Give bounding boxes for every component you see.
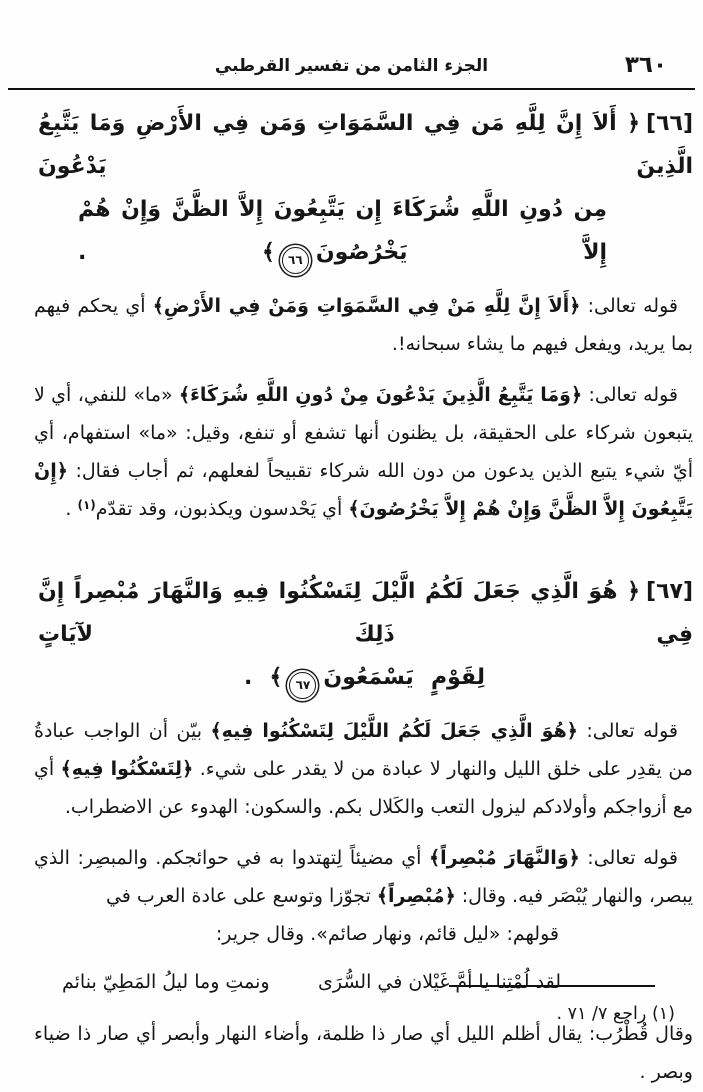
poetry-hemistich-left: ونمتِ وما ليلُ المَطِيّ بنائم (62, 971, 270, 993)
qawluhu-intro: قوله تعالى: (577, 720, 678, 742)
header-title: الجزء الثامن من تفسير القرطبي (214, 56, 489, 76)
ornate-close-bracket: ﴾ (269, 665, 283, 690)
verse-number-medallion-66: ٦٦ (282, 247, 309, 274)
tafsir-paragraph-5: وقال قُطْرُب: يقال أظلم الليل أي صار ذا ظلمة، وأضاء النهار وأبصر أي صار ذا ضياء وبصر . (34, 1023, 693, 1083)
verse-67-line-1 (38, 570, 693, 656)
poetry-hemistich-right: لقد لُمْتِنا يا أمَّ غَيْلان في السُّرَى (317, 971, 561, 993)
verse-end-period: . (78, 240, 87, 265)
commentary-text: تجوّزا وتوسع على عادة العرب في (105, 885, 377, 907)
verse-67-line-2 (244, 656, 485, 699)
poetry-couplet (62, 962, 561, 1002)
verse-66-ref: [٦٦] (646, 111, 693, 136)
verse-67-ref: [٦٧] (646, 579, 693, 604)
quran-verse-67-block (34, 570, 693, 699)
verse-number-medallion-67: ٦٧ (289, 672, 316, 699)
quran-quote: ﴿لِتَسْكُنُوا فِيهِ﴾ (60, 758, 194, 780)
header-divider (8, 88, 695, 90)
quran-quote: ﴿وَمَا يَتَّبِعُ الَّذِينَ يَدْعُونَ مِنْ دُونِ اللَّهِ شُرَكَاءَ﴾ (179, 384, 583, 406)
commentary-text: أي يَحْدسون ويكذبون، وقد تقدّم (95, 498, 349, 520)
footnote-text: راجع ٧/ ٧١ . (556, 1004, 652, 1024)
verse-67-text-1: ﴿ هُوَ الَّذِي جَعَلَ لَكُمُ الَّيْلَ لِتَسْكُنُوا فِيهِ وَالنَّهَارَ مُبْصِراً إِنَّ فِي ذَلِكَ لآيَاتٍ (38, 579, 693, 647)
verse-end-period: . (244, 665, 253, 690)
footnote-marker: (١) (651, 1004, 675, 1024)
verse-66-text-1: ﴿ أَلاَ إِنَّ لِلَّهِ مَن فِي السَّمَوَاتِ وَمَن فِي الأَرْضِ وَمَا يَتَّبِعُ الَّذِينَ يَدْعُونَ (38, 111, 693, 179)
verse-66-text-2: مِن دُونِ اللَّهِ شُرَكَاءَ إِن يَتَّبِعُونَ إِلاَّ الظَّنَّ وَإِنْ هُمْ إِلاَّ يَخْرُصُونَ (78, 197, 607, 265)
verse-67-text-2: لِقَوْمٍ يَسْمَعُونَ (323, 665, 485, 690)
quran-quote: ﴿أَلاَ إِنَّ لِلَّهِ مَنْ فِي السَّمَوَاتِ وَمَنْ فِي الأَرْضِ﴾ (152, 295, 581, 317)
page-body (0, 88, 703, 1091)
quran-quote: ﴿هُوَ الَّذِي جَعَلَ لَكُمُ اللَّيْلَ لِتَسْكُنُوا فِيهِ﴾ (210, 720, 578, 742)
commentary-text: أي مضيئاً لِتهتدوا به في حوائجكم. والمبصِر: الذي يبصر، والنهار يُبْصَر فيه. وقال: (34, 847, 693, 907)
page-header (0, 0, 703, 88)
commentary-text: أي يحكم فيهم بما يريد، ويفعل فيهم ما يشاء سبحانه!. (34, 295, 693, 355)
commentary-text: بيّن أن الواجب عبادةُ من يقدِر على خلق الليل والنهار لا عبادة من لا يقدر على شيء. (34, 720, 693, 780)
tafsir-paragraph-4 (34, 839, 693, 915)
qawluhu-intro: قوله تعالى: (580, 295, 678, 317)
qawluhu-intro: قوله تعالى: (582, 384, 678, 406)
tafsir-paragraph-3 (34, 712, 693, 826)
page-number: ٣٦٠ (624, 52, 667, 78)
footnote (40, 998, 675, 1030)
commentary-text: «ما» للنفي، أي لا يتبعون شركاء على الحقيقة، بل يظنون أنها تشفع أو تنفع، وقيل: «ما» استفهام، أي أيّ شيء يتبع الذين يدعون من دون الله شركاء تقبيحاً لفعلهم، ثم أجاب فقال: (34, 384, 693, 482)
commentary-text: . (65, 498, 78, 520)
commentary-text: أي مع أزواجكم وأولادكم ليزول التعب والكَلال بكم. والسكون: الهدوء عن الاضطراب. (34, 758, 693, 818)
quran-verse-66-block (34, 102, 693, 274)
quran-quote: ﴿مُبْصِراً﴾ (376, 885, 456, 907)
verse-66-line-1 (38, 102, 693, 188)
qawluhu-intro: قوله تعالى: (579, 847, 678, 869)
tafsir-paragraph-1 (34, 287, 693, 363)
tafsir-paragraph-2 (34, 376, 693, 528)
quran-quote: ﴿إِنْ يَتَّبِعُونَ إِلاَّ الظَّنَّ وَإِنْ هُمْ إِلاَّ يَخْرُصُونَ﴾ (34, 460, 693, 520)
tafsir-paragraph-4-lastline: قولهم: «ليل قائم، ونهار صائم». وقال جرير: (215, 923, 559, 945)
ornate-close-bracket: ﴾ (261, 240, 275, 265)
quran-quote: ﴿وَالنَّهَارَ مُبْصِراً﴾ (428, 847, 580, 869)
footnote-reference-mark: (١) (77, 498, 96, 512)
verse-66-line-2 (78, 188, 607, 274)
footnote-divider (449, 985, 655, 987)
